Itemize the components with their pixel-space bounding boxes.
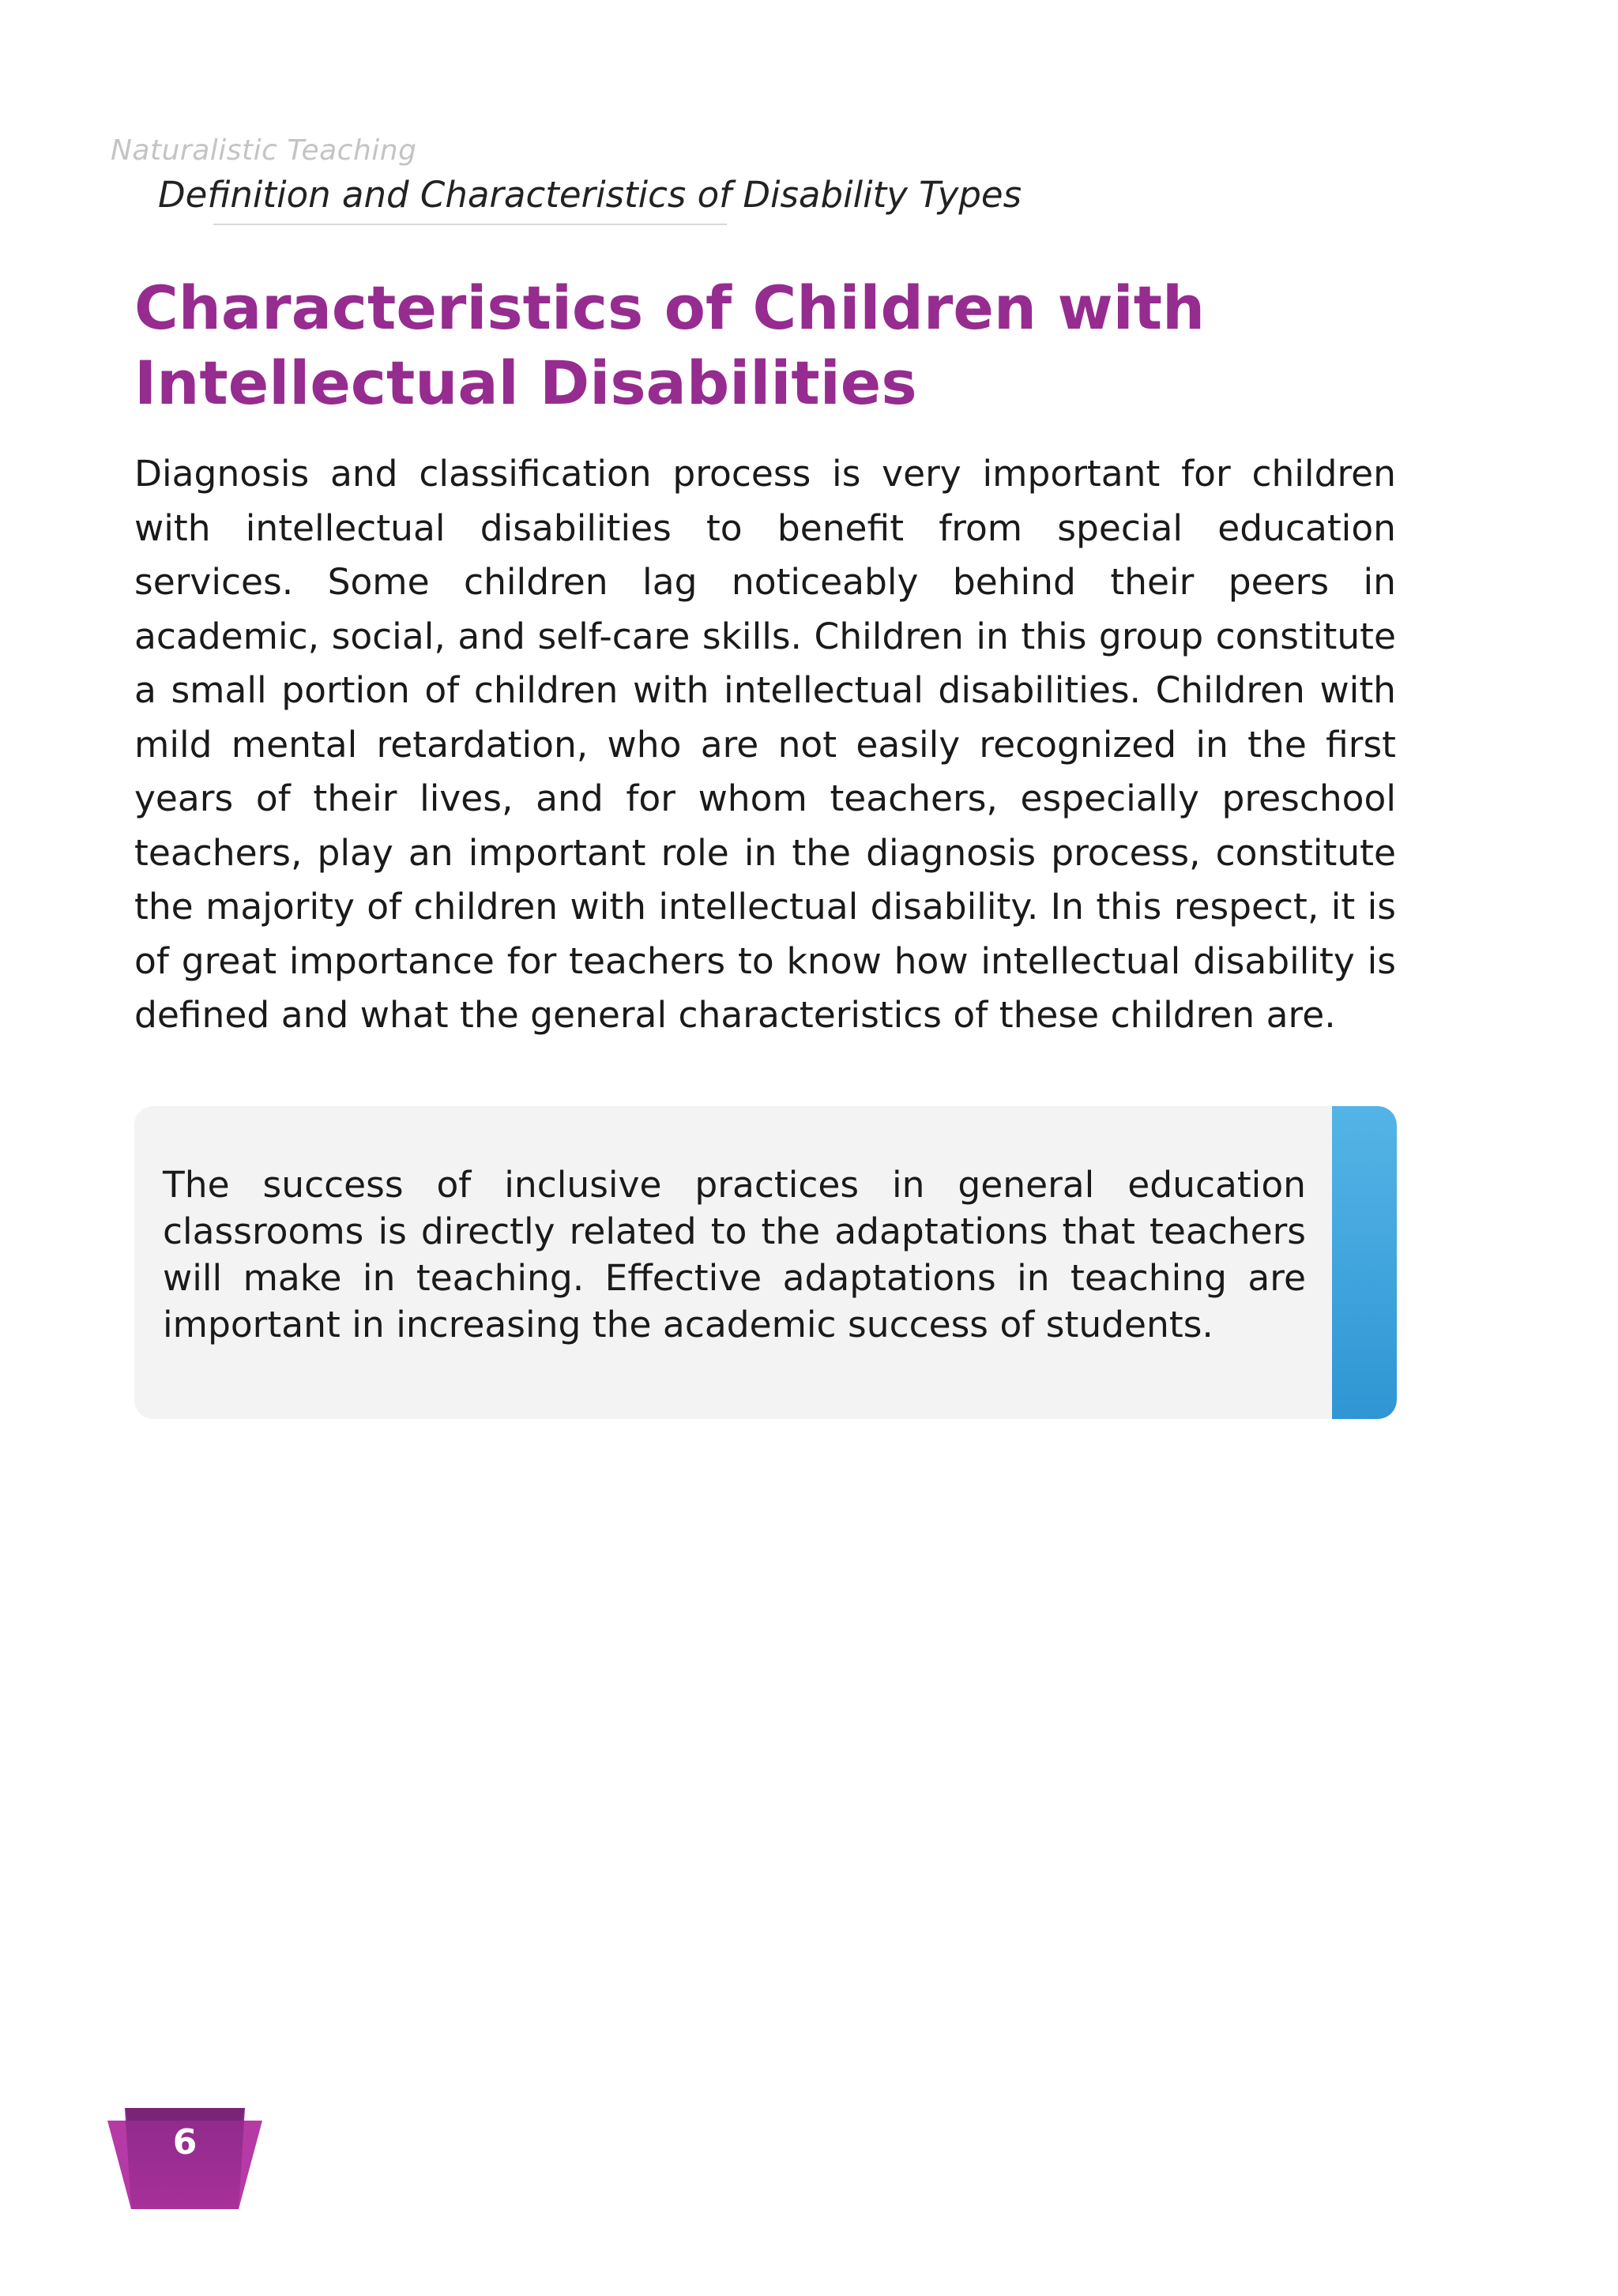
page-number-badge bbox=[107, 2108, 262, 2211]
callout-box bbox=[134, 1106, 1397, 1419]
callout-accent-bar bbox=[1332, 1106, 1397, 1419]
section-heading: Definition and Characteristics of Disability Types bbox=[158, 174, 1022, 216]
page-number: 6 bbox=[172, 2122, 198, 2162]
page-title: Characteristics of Children with Intellectual Disabilities bbox=[134, 273, 1206, 418]
body-paragraph: Diagnosis and classification process is very important for children with intellectual disabilities to benefit from special education services. Some children lag noticeably behind their peers in academic, social, and self-care skills. Children in this group constitute a small portion of children with intellectual disabilities. Children with mild mental retardation, who are not easily recognized in the first years of their lives, and for whom teachers, especially preschool teachers, play an important role in the diagnosis process, constitute the majority of children with intellectual disability. In this respect, it is of great importance for teachers to know how intellectual disability is defined and what the general characteristics of these children are. bbox=[134, 453, 1396, 1036]
running-head: Naturalistic Teaching bbox=[111, 134, 417, 167]
callout-text: The success of inclusive practices in general education classrooms is directly related to the adaptations that teachers will make in teaching. Effective adaptations in teaching are important in increasing the academic success of students. bbox=[163, 1164, 1306, 1346]
section-divider bbox=[213, 224, 727, 225]
